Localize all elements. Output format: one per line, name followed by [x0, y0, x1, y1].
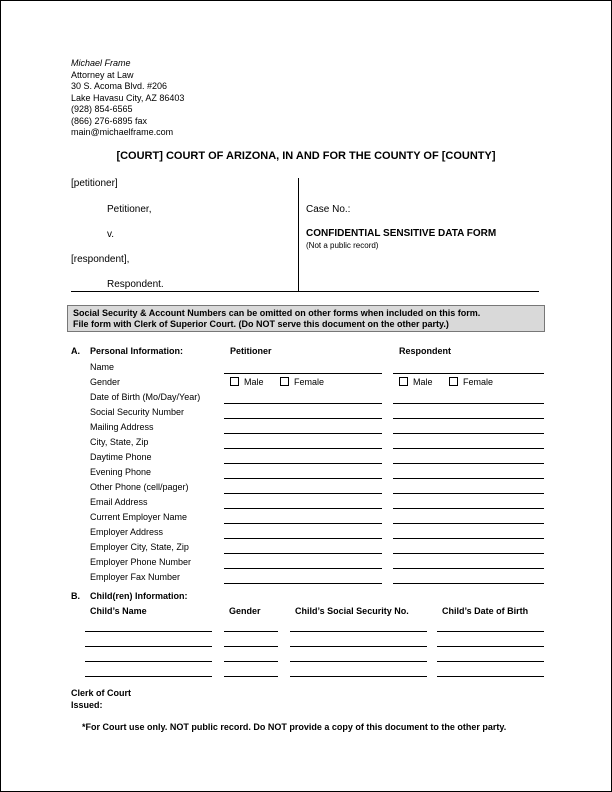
respondent-field-line[interactable]: [393, 538, 544, 539]
petitioner-column-heading: Petitioner: [230, 346, 272, 356]
caption-divider: [298, 178, 299, 291]
attorney-title: Attorney at Law: [71, 70, 134, 80]
field-label: Mailing Address: [90, 422, 154, 432]
child-dob-line[interactable]: [437, 676, 544, 677]
petitioner-female-label: Female: [294, 377, 325, 387]
attorney-address1: 30 S. Acoma Blvd. #206: [71, 81, 168, 91]
petitioner-field-line[interactable]: [224, 418, 382, 419]
form-subtitle: (Not a public record): [306, 241, 379, 250]
field-label: Daytime Phone: [90, 452, 152, 462]
petitioner-field-line[interactable]: [224, 373, 382, 374]
attorney-email: main@michaelframe.com: [71, 127, 174, 137]
respondent-field-line[interactable]: [393, 373, 544, 374]
respondent-field-line[interactable]: [393, 493, 544, 494]
respondent-field-line[interactable]: [393, 553, 544, 554]
respondent-label: Respondent.: [107, 279, 164, 290]
petitioner-field-line[interactable]: [224, 583, 382, 584]
attorney-name: Michael Frame: [71, 58, 131, 68]
petitioner-field-line[interactable]: [224, 553, 382, 554]
court-title: [COURT] COURT OF ARIZONA, IN AND FOR THE COUNTY OF [COUNTY]: [116, 150, 496, 162]
child-dob-line[interactable]: [437, 661, 544, 662]
field-label: Date of Birth (Mo/Day/Year): [90, 392, 201, 402]
respondent-field-line[interactable]: [393, 508, 544, 509]
petitioner-field-line[interactable]: [224, 403, 382, 404]
field-label: Other Phone (cell/pager): [90, 482, 189, 492]
petitioner-male-checkbox[interactable]: [230, 377, 239, 386]
respondent-placeholder: [respondent],: [71, 254, 130, 265]
respondent-field-line[interactable]: [393, 583, 544, 584]
notice-line2: File form with Clerk of Superior Court. (Do NOT serve this document on the other party.): [73, 319, 449, 329]
child-name-line[interactable]: [85, 631, 212, 632]
petitioner-field-line[interactable]: [224, 538, 382, 539]
field-label: Social Security Number: [90, 407, 185, 417]
footer-note: *For Court use only. NOT public record. Do NOT provide a copy of this document to the other party.: [82, 722, 507, 732]
form-title: CONFIDENTIAL SENSITIVE DATA FORM: [306, 228, 497, 239]
child-name-line[interactable]: [85, 646, 212, 647]
child-ssn-line[interactable]: [290, 676, 427, 677]
child-dob-line[interactable]: [437, 631, 544, 632]
child-gender-line[interactable]: [224, 631, 278, 632]
child-gender-line[interactable]: [224, 676, 278, 677]
child-dob-line[interactable]: [437, 646, 544, 647]
petitioner-field-line[interactable]: [224, 463, 382, 464]
section-a-letter: A.: [71, 346, 80, 356]
caption-bottom-rule: [71, 291, 539, 292]
petitioner-label: Petitioner,: [107, 204, 152, 215]
respondent-field-line[interactable]: [393, 478, 544, 479]
petitioner-field-line[interactable]: [224, 523, 382, 524]
child-gender-line[interactable]: [224, 661, 278, 662]
petitioner-field-line[interactable]: [224, 493, 382, 494]
attorney-fax: (866) 276-6895 fax: [71, 116, 148, 126]
petitioner-female-checkbox[interactable]: [280, 377, 289, 386]
respondent-female-checkbox[interactable]: [449, 377, 458, 386]
respondent-field-line[interactable]: [393, 448, 544, 449]
versus-label: v.: [107, 229, 115, 240]
child-ssn-line[interactable]: [290, 631, 427, 632]
attorney-address2: Lake Havasu City, AZ 86403: [71, 93, 185, 103]
child-name-column-heading: Child’s Name: [90, 606, 147, 616]
petitioner-field-line[interactable]: [224, 448, 382, 449]
respondent-field-line[interactable]: [393, 433, 544, 434]
field-label: Employer Phone Number: [90, 557, 192, 567]
petitioner-field-line[interactable]: [224, 508, 382, 509]
notice-line1: Social Security & Account Numbers can be omitted on other forms when included on this form.: [73, 308, 481, 318]
respondent-field-line[interactable]: [393, 418, 544, 419]
petitioner-field-line[interactable]: [224, 433, 382, 434]
child-ssn-line[interactable]: [290, 646, 427, 647]
field-label: Employer City, State, Zip: [90, 542, 189, 552]
petitioner-field-line[interactable]: [224, 478, 382, 479]
field-label: Employer Address: [90, 527, 164, 537]
field-label: Name: [90, 362, 115, 372]
attorney-phone: (928) 854-6565: [71, 104, 133, 114]
field-label: Gender: [90, 377, 121, 387]
case-no-label: Case No.:: [306, 204, 351, 215]
respondent-field-line[interactable]: [393, 568, 544, 569]
child-name-line[interactable]: [85, 661, 212, 662]
field-label: Employer Fax Number: [90, 572, 181, 582]
respondent-male-checkbox[interactable]: [399, 377, 408, 386]
child-dob-column-heading: Child’s Date of Birth: [442, 606, 529, 616]
issued-label: Issued:: [71, 700, 103, 710]
respondent-male-label: Male: [413, 377, 433, 387]
respondent-field-line[interactable]: [393, 403, 544, 404]
child-gender-column-heading: Gender: [229, 606, 261, 616]
child-ssn-column-heading: Child’s Social Security No.: [295, 606, 409, 616]
section-b-heading: Child(ren) Information:: [90, 591, 188, 601]
section-b-letter: B.: [71, 591, 80, 601]
respondent-female-label: Female: [463, 377, 494, 387]
respondent-column-heading: Respondent: [399, 346, 452, 356]
field-label: Current Employer Name: [90, 512, 188, 522]
section-a-heading: Personal Information:: [90, 346, 184, 356]
respondent-field-line[interactable]: [393, 463, 544, 464]
field-label: Email Address: [90, 497, 148, 507]
child-gender-line[interactable]: [224, 646, 278, 647]
petitioner-placeholder: [petitioner]: [71, 178, 118, 189]
clerk-label: Clerk of Court: [71, 688, 132, 698]
respondent-field-line[interactable]: [393, 523, 544, 524]
field-label: Evening Phone: [90, 467, 152, 477]
child-name-line[interactable]: [85, 676, 212, 677]
notice-box: [67, 305, 545, 332]
child-ssn-line[interactable]: [290, 661, 427, 662]
petitioner-male-label: Male: [244, 377, 264, 387]
field-label: City, State, Zip: [90, 437, 149, 447]
petitioner-field-line[interactable]: [224, 568, 382, 569]
